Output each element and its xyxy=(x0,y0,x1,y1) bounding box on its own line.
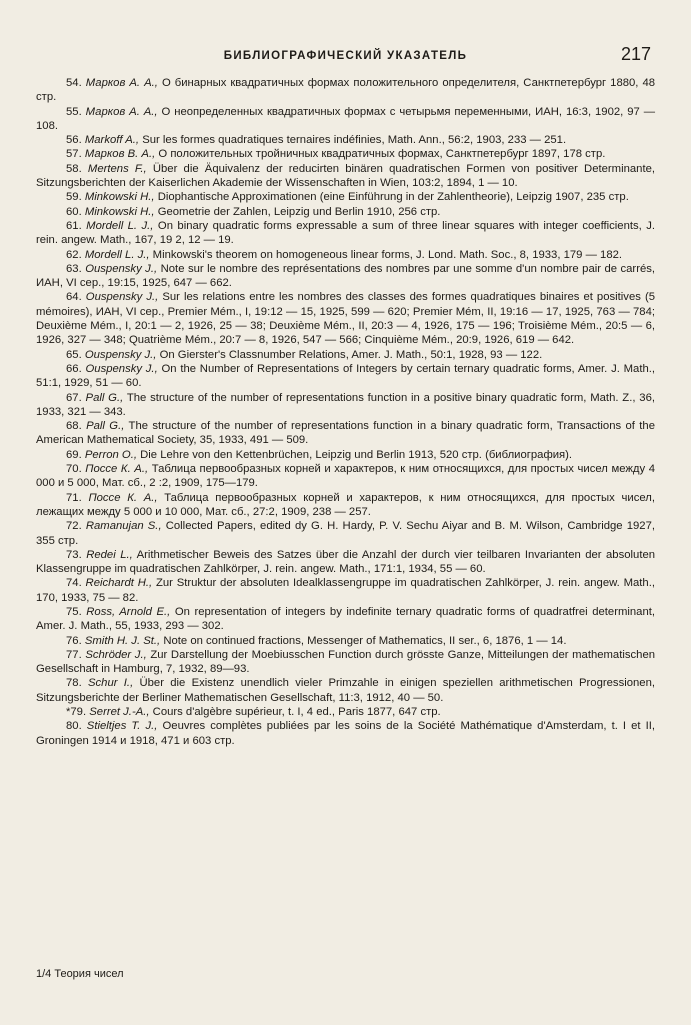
entry-author: Smith H. J. St., xyxy=(84,634,161,647)
entry-author: Perron O., xyxy=(84,448,137,461)
bibliography-entry xyxy=(36,676,655,705)
entry-number: 77. xyxy=(66,648,82,661)
entry-number: 63. xyxy=(66,262,82,275)
entry-number: 68. xyxy=(66,420,82,433)
page-header xyxy=(36,44,655,70)
entry-text: On representation of integers by indefinite ternary quadratic forms of quadratfrei determinant, Amer. J. Math., 55, 1933, 293 — 302. xyxy=(36,605,656,633)
running-title: БИБЛИОГРАФИЧЕСКИЙ УКАЗАТЕЛЬ xyxy=(223,50,468,62)
bibliography-entry xyxy=(36,147,655,161)
entry-author: Ouspensky J., xyxy=(85,362,158,375)
entry-number: *79. xyxy=(66,706,87,719)
bibliography-entry xyxy=(36,205,655,219)
entry-author: Ouspensky J., xyxy=(84,348,157,361)
bibliography-entry xyxy=(36,491,655,520)
bibliography-entry xyxy=(36,576,655,605)
entry-number: 69. xyxy=(66,448,82,461)
entry-author: Mordell L. J., xyxy=(86,219,154,232)
bibliography-entry xyxy=(36,648,655,677)
bibliography-entry xyxy=(36,462,655,491)
entry-number: 57. xyxy=(66,148,82,161)
entry-text: Note sur le nombre des représentations des nombres par une somme d'un nombre pair de carrés, ИАН, VI сер., 19:15, 1925, 647 — 662. xyxy=(36,262,656,290)
entry-number: 73. xyxy=(66,548,82,561)
entry-number: 78. xyxy=(66,677,82,690)
entry-number: 76. xyxy=(66,634,82,647)
bibliography-entry xyxy=(36,105,655,134)
entry-author: Stieltjes T. J., xyxy=(86,720,158,733)
bibliography-entry xyxy=(36,519,655,548)
entry-text: Note on continued fractions, Messenger of Mathematics, II ser., 6, 1876, 1 — 14. xyxy=(163,634,567,647)
entry-author: Minkowski H., xyxy=(84,191,155,204)
signature-mark: 1/4 Теория чисел xyxy=(36,968,124,980)
bibliography-entry xyxy=(36,348,655,362)
bibliography-entry xyxy=(36,391,655,420)
entry-text: Geometrie der Zahlen, Leipzig und Berlin 1910, 256 стр. xyxy=(157,205,441,218)
entry-text: On binary quadratic forms expressable a sum of three linear squares with integer coefficients, J. rein. angew. Math., 167, 19 2, 12 — 19. xyxy=(36,219,656,247)
bibliography-entry xyxy=(36,219,655,248)
entry-text: О бинарных квадратичных формах положительного определителя, Санктпетербург 1880, 48 стр. xyxy=(36,77,656,104)
entry-author: Ouspensky J., xyxy=(85,262,158,275)
entry-author: Pall G., xyxy=(86,420,125,433)
bibliography-entry xyxy=(36,362,655,391)
entry-author: Redei L., xyxy=(86,548,133,561)
bibliography-list xyxy=(36,76,655,748)
entry-author: Ramanujan S., xyxy=(85,520,162,533)
bibliography-entry xyxy=(36,634,655,648)
bibliography-entry xyxy=(36,133,655,147)
entry-number: 80. xyxy=(66,720,82,733)
bibliography-entry xyxy=(36,448,655,462)
entry-number: 54. xyxy=(66,77,82,89)
entry-author: Марков А. А., xyxy=(85,77,158,89)
entry-number: 65. xyxy=(66,348,82,361)
entry-number: 59. xyxy=(66,191,82,204)
page-number: 217 xyxy=(620,44,651,64)
entry-number: 62. xyxy=(66,248,82,261)
entry-text: Таблица первообразных корней и характеров, к ним относящихся, для простых чисел между 4 000 и 5 000, Мат. сб., 2 :2, 1909, 175—179. xyxy=(36,463,656,490)
entry-text: Über die Existenz unendlich vieler Primzahle in einigen speziellen arithmetischen Progressionen, Sitzungsberichte der Berliner Mathematischen Gesellschaft, 11:3, 1912, 40 — 50. xyxy=(36,677,655,704)
entry-text: Arithmetischer Beweis des Satzes über die Anzahl der durch vier teilbaren Invarianten der absoluten Klassengruppe im quadratischen Zahlkörper, J. rein. angew. Math., 171:1, 1934, 55 — 60. xyxy=(36,548,656,576)
entry-number: 60. xyxy=(66,205,82,218)
entry-text: Collected Papers, edited dy G. H. Hardy, P. V. Sechu Aiyar and B. M. Wilson, Cambridge 1927, 355 стр. xyxy=(36,520,655,547)
entry-text: Cours d'algèbre supérieur, t. I, 4 ed., Paris 1877, 647 стр. xyxy=(152,706,441,719)
entry-author: Mertens F., xyxy=(87,162,147,175)
entry-author: Markoff A., xyxy=(84,134,140,147)
entry-author: Pall G., xyxy=(85,391,124,404)
entry-number: 55. xyxy=(66,105,82,118)
entry-number: 75. xyxy=(66,605,82,618)
entry-author: Serret J.-A., xyxy=(89,706,150,719)
entry-text: Oeuvres complètes publiées par les soins de la Société Mathématique d'Amsterdam, t. I et II, Groningen 1914 и 1918, 471 и 603 стр. xyxy=(36,720,656,747)
bibliography-entry xyxy=(36,290,655,347)
bibliography-entry xyxy=(36,76,655,105)
entry-author: Minkowski H., xyxy=(84,205,155,218)
bibliography-entry xyxy=(36,605,655,634)
entry-author: Поссе К. А., xyxy=(85,463,149,476)
entry-author: Ross, Arnold E., xyxy=(86,605,171,618)
entry-number: 64. xyxy=(66,291,82,304)
entry-author: Марков А. А., xyxy=(85,105,158,118)
entry-number: 61. xyxy=(66,219,82,232)
entry-text: Diophantische Approximationen (eine Einführung in der Zahlentheorie), Leipzig 1907, 235 стр. xyxy=(157,191,629,204)
entry-text: Sur les relations entre les nombres des classes des formes quadratiques binaires et positives (5 mémoires), ИАН, VI сер., Premier Mém., I, 19:12 — 15, 1925, 599 — 620; Premier Mém, II, 19:16 — 17, 1925, 763 — 784; Deuxième Mém., I, 20:1 — 2, 1926, 25 — 38; Deuxième Mém., II, 20:3 — 4, 1926, 175 — 196; Troisième Mém., 20:5 — 6, 1926, 327 — 348; Quatrième Mém., 20:7 — 8, 1926, 547 — 566; Cinquième Mém., 20:9, 1926, 619 — 642. xyxy=(36,291,655,347)
bibliography-entry xyxy=(36,548,655,577)
entry-text: О неопределенных квадратичных формах с четырьмя переменными, ИАН, 16:3, 1902, 97 — 108. xyxy=(36,105,655,132)
entry-author: Ouspensky J., xyxy=(85,291,159,304)
bibliography-entry xyxy=(36,248,655,262)
bibliography-entry xyxy=(36,719,655,748)
entry-text: Таблица первообразных корней и характеров, к ним относящихся, для простых чисел, лежащих между 5 000 и 10 000, Мат. сб., 27:2, 1909, 238 — 257. xyxy=(36,491,656,518)
entry-number: 66. xyxy=(66,362,82,375)
entry-author: Mordell L. J., xyxy=(84,248,150,261)
entry-text: On the Number of Representations of Integers by certain ternary quadratic forms, Amer. J. Math., 51:1, 1929, 51 — 60. xyxy=(36,362,656,390)
entry-number: 70. xyxy=(66,463,82,476)
entry-number: 58. xyxy=(66,162,82,175)
entry-text: Minkowski's theorem on homogeneous linear forms, J. Lond. Math. Soc., 8, 1933, 179 — 182. xyxy=(152,248,623,261)
entry-author: Reichardt H., xyxy=(85,577,153,590)
entry-text: The structure of the number of representations function in a binary quadratic form, Transactions of the American Mathematical Society, 35, 1933, 491 — 509. xyxy=(36,420,655,447)
entry-author: Поссе К. А., xyxy=(88,491,158,504)
entry-text: Zur Darstellung der Moebiusschen Function durch grösste Ganze, Mitteilungen der mathematischen Gesellschaft in Hamburg, 7, 1932, 89—93. xyxy=(36,648,656,676)
bibliography-entry xyxy=(36,419,655,448)
entry-author: Schur I., xyxy=(88,677,134,690)
entry-number: 71. xyxy=(66,491,82,504)
entry-text: Über die Äquivalenz der reducirten binären quadratischen Formen von positiver Determinante, Sitzungsberichten der Kaiserlichen Akademie der Wissenschaften in Wien, 103:2, 1894, 1 — 10. xyxy=(36,162,656,190)
entry-text: О положительных тройничных квадратичных формах, Санктпетербург 1897, 178 стр. xyxy=(158,148,606,161)
bibliography-entry xyxy=(36,162,655,191)
entry-text: On Gierster's Classnumber Relations, Amer. J. Math., 50:1, 1928, 93 — 122. xyxy=(159,348,543,361)
entry-text: Sur les formes quadratiques ternaires indéfinies, Math. Ann., 56:2, 1903, 233 — 251. xyxy=(142,134,567,147)
bibliography-entry xyxy=(36,705,655,719)
entry-number: 56. xyxy=(66,134,82,147)
entry-number: 67. xyxy=(66,391,82,404)
entry-text: The structure of the number of representations function in a positive binary quadratic form, Math. Z., 36, 1933, 321 — 343. xyxy=(36,391,655,418)
bibliography-entry xyxy=(36,190,655,204)
bibliography-entry xyxy=(36,262,655,291)
entry-author: Schröder J., xyxy=(85,648,147,661)
entry-number: 74. xyxy=(66,577,82,590)
entry-author: Марков В. А., xyxy=(84,148,156,161)
entry-text: Zur Struktur der absoluten Idealklassengruppe im quadratischen Zahlkörper, J. rein. angew. Math., 170, 1933, 75 — 82. xyxy=(36,577,655,604)
entry-number: 72. xyxy=(66,520,82,533)
entry-text: Die Lehre von den Kettenbrüchen, Leipzig und Berlin 1913, 520 стр. (библиография). xyxy=(140,448,573,461)
